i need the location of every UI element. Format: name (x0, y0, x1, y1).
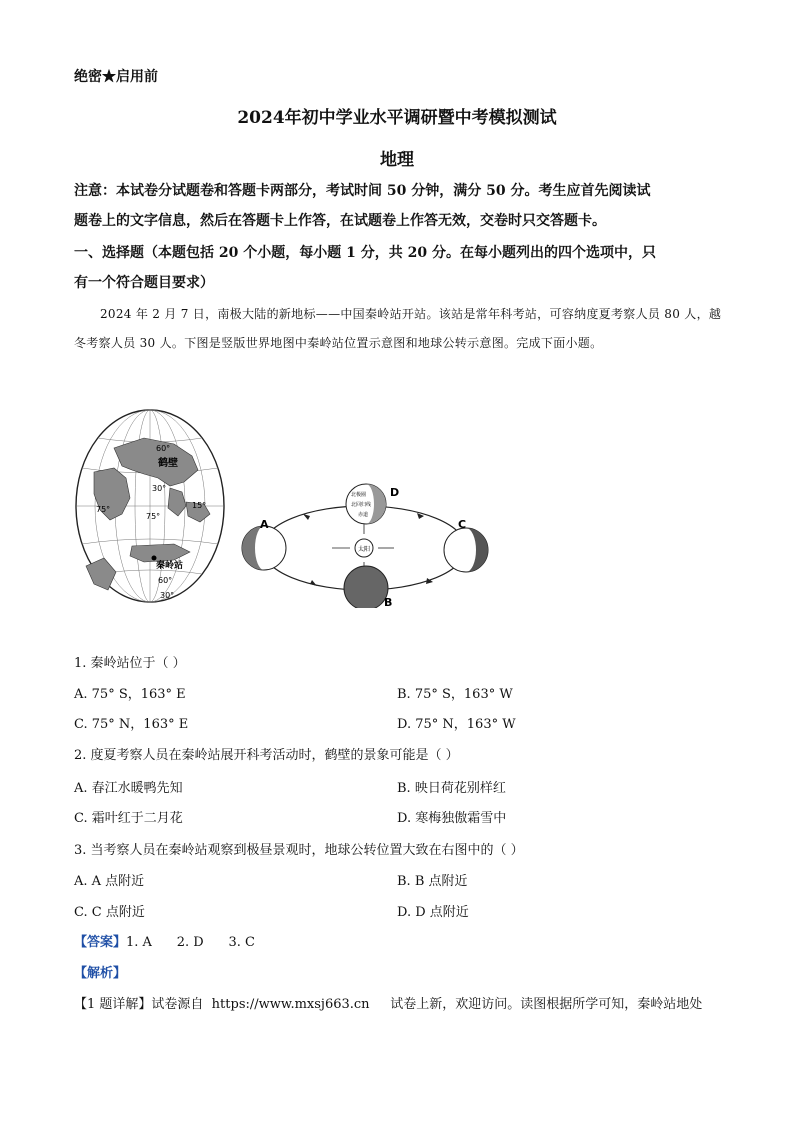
reading-passage: 2024 年 2 月 7 日，南极大陆的新地标——中国秦岭站开站。该站是常年科考站，可容纳度夏考察人员 80 人，越冬考察人员 30 人。下图是竖版世界地图中秦岭站位置示意图和地球公转示意图。完成下面小题。 (74, 307, 722, 350)
notice-line-2: 题卷上的文字信息，然后在答题卡上作答，在试题卷上作答无效，交卷时只交答题卡。 (74, 213, 606, 229)
question-3-option-c: C. C 点附近 (74, 905, 145, 920)
map-label-hebi: 鹤壁 (158, 458, 178, 469)
earth-d-note-3: 赤道 (358, 512, 369, 518)
detail-text: 试卷源自 https://www.mxsj663.cn 试卷上新，欢迎访问。读图根据所学可知，秦岭站地处 (151, 997, 703, 1012)
section-heading-line-1: 一、选择题（本题包括 20 个小题，每小题 1 分，共 20 分。在每小题列出的四个选项中，只 (74, 245, 656, 261)
point-c-label: C (458, 518, 467, 531)
question-2-option-c: C. 霜叶红于二月花 (74, 811, 183, 826)
map-lat-60n: 60° (156, 444, 171, 453)
map-lat-30s: 30° (160, 591, 175, 600)
point-a-label: A (260, 518, 269, 531)
notice-line-1: 注意：本试卷分试题卷和答题卡两部分，考试时间 50 分钟，满分 50 分。考生应首先阅读试 (74, 183, 651, 199)
question-2-stem: 2. 度夏考察人员在秦岭站展开科考活动时，鹤壁的景象可能是（ ） (74, 748, 459, 763)
section-heading-line-2: 有一个符合题目要求） (74, 275, 214, 291)
question-1-option-c: C. 75° N，163° E (74, 717, 189, 732)
question-1-option-b: B. 75° S，163° W (397, 687, 513, 702)
analysis-heading (74, 962, 126, 981)
earth-d-note-2: 北回归线 (351, 502, 372, 508)
earth-b (344, 566, 388, 608)
orbit-arrow (303, 514, 310, 520)
orbit-diagram (242, 484, 488, 608)
question-2-option-d: D. 寒梅独傲霜雪中 (397, 811, 507, 826)
map-label-qinling: 秦岭站 (156, 561, 184, 571)
question-2-option-a: A. 春江水暖鸭先知 (74, 781, 183, 796)
detail-label: 【1 题详解】 (74, 997, 152, 1012)
question-1-option-d: D. 75° N，163° W (397, 717, 516, 732)
map-lat-75-b: 75° (146, 512, 161, 521)
answer-line (74, 931, 255, 950)
qinling-station-marker (152, 556, 157, 561)
subject-title: 地理 (380, 150, 414, 170)
sun-label: 太阳 (357, 546, 371, 553)
question-3-option-d: D. D 点附近 (397, 905, 469, 920)
question-1-stem: 1. 秦岭站位于（ ） (74, 656, 186, 671)
exam-title: 2024年初中学业水平调研暨中考模拟测试 (237, 108, 557, 128)
figure-area (74, 408, 634, 612)
analysis-detail-line (74, 993, 702, 1012)
secret-mark: 绝密★启用前 (74, 69, 158, 85)
answer-label: 【答案】 (74, 935, 127, 950)
earth-d-note-1: 北极圈 (351, 492, 367, 498)
point-b-label: B (384, 596, 393, 608)
question-3-stem: 3. 当考察人员在秦岭站观察到极昼景观时，地球公转位置大致在右图中的（ ） (74, 843, 524, 858)
point-d-label: D (390, 486, 400, 499)
analysis-label: 【解析】 (74, 966, 127, 981)
map-lat-60s: 60° (158, 576, 173, 585)
question-3-option-b: B. B 点附近 (397, 874, 468, 889)
earth-a (242, 526, 286, 570)
question-2-option-b: B. 映日荷花别样红 (397, 781, 506, 796)
figure-svg (74, 408, 634, 608)
map-lat-75-a: 75° (96, 505, 111, 514)
answer-values: 1. A 2. D 3. C (126, 935, 255, 950)
earth-d (346, 484, 386, 524)
world-map (76, 410, 224, 602)
question-1-option-a: A. 75° S，163° E (74, 687, 186, 702)
question-3-option-a: A. A 点附近 (74, 874, 145, 889)
earth-c (444, 528, 488, 572)
map-lat-30n: 30° (152, 484, 167, 493)
map-lat-15: 15° (192, 501, 207, 510)
